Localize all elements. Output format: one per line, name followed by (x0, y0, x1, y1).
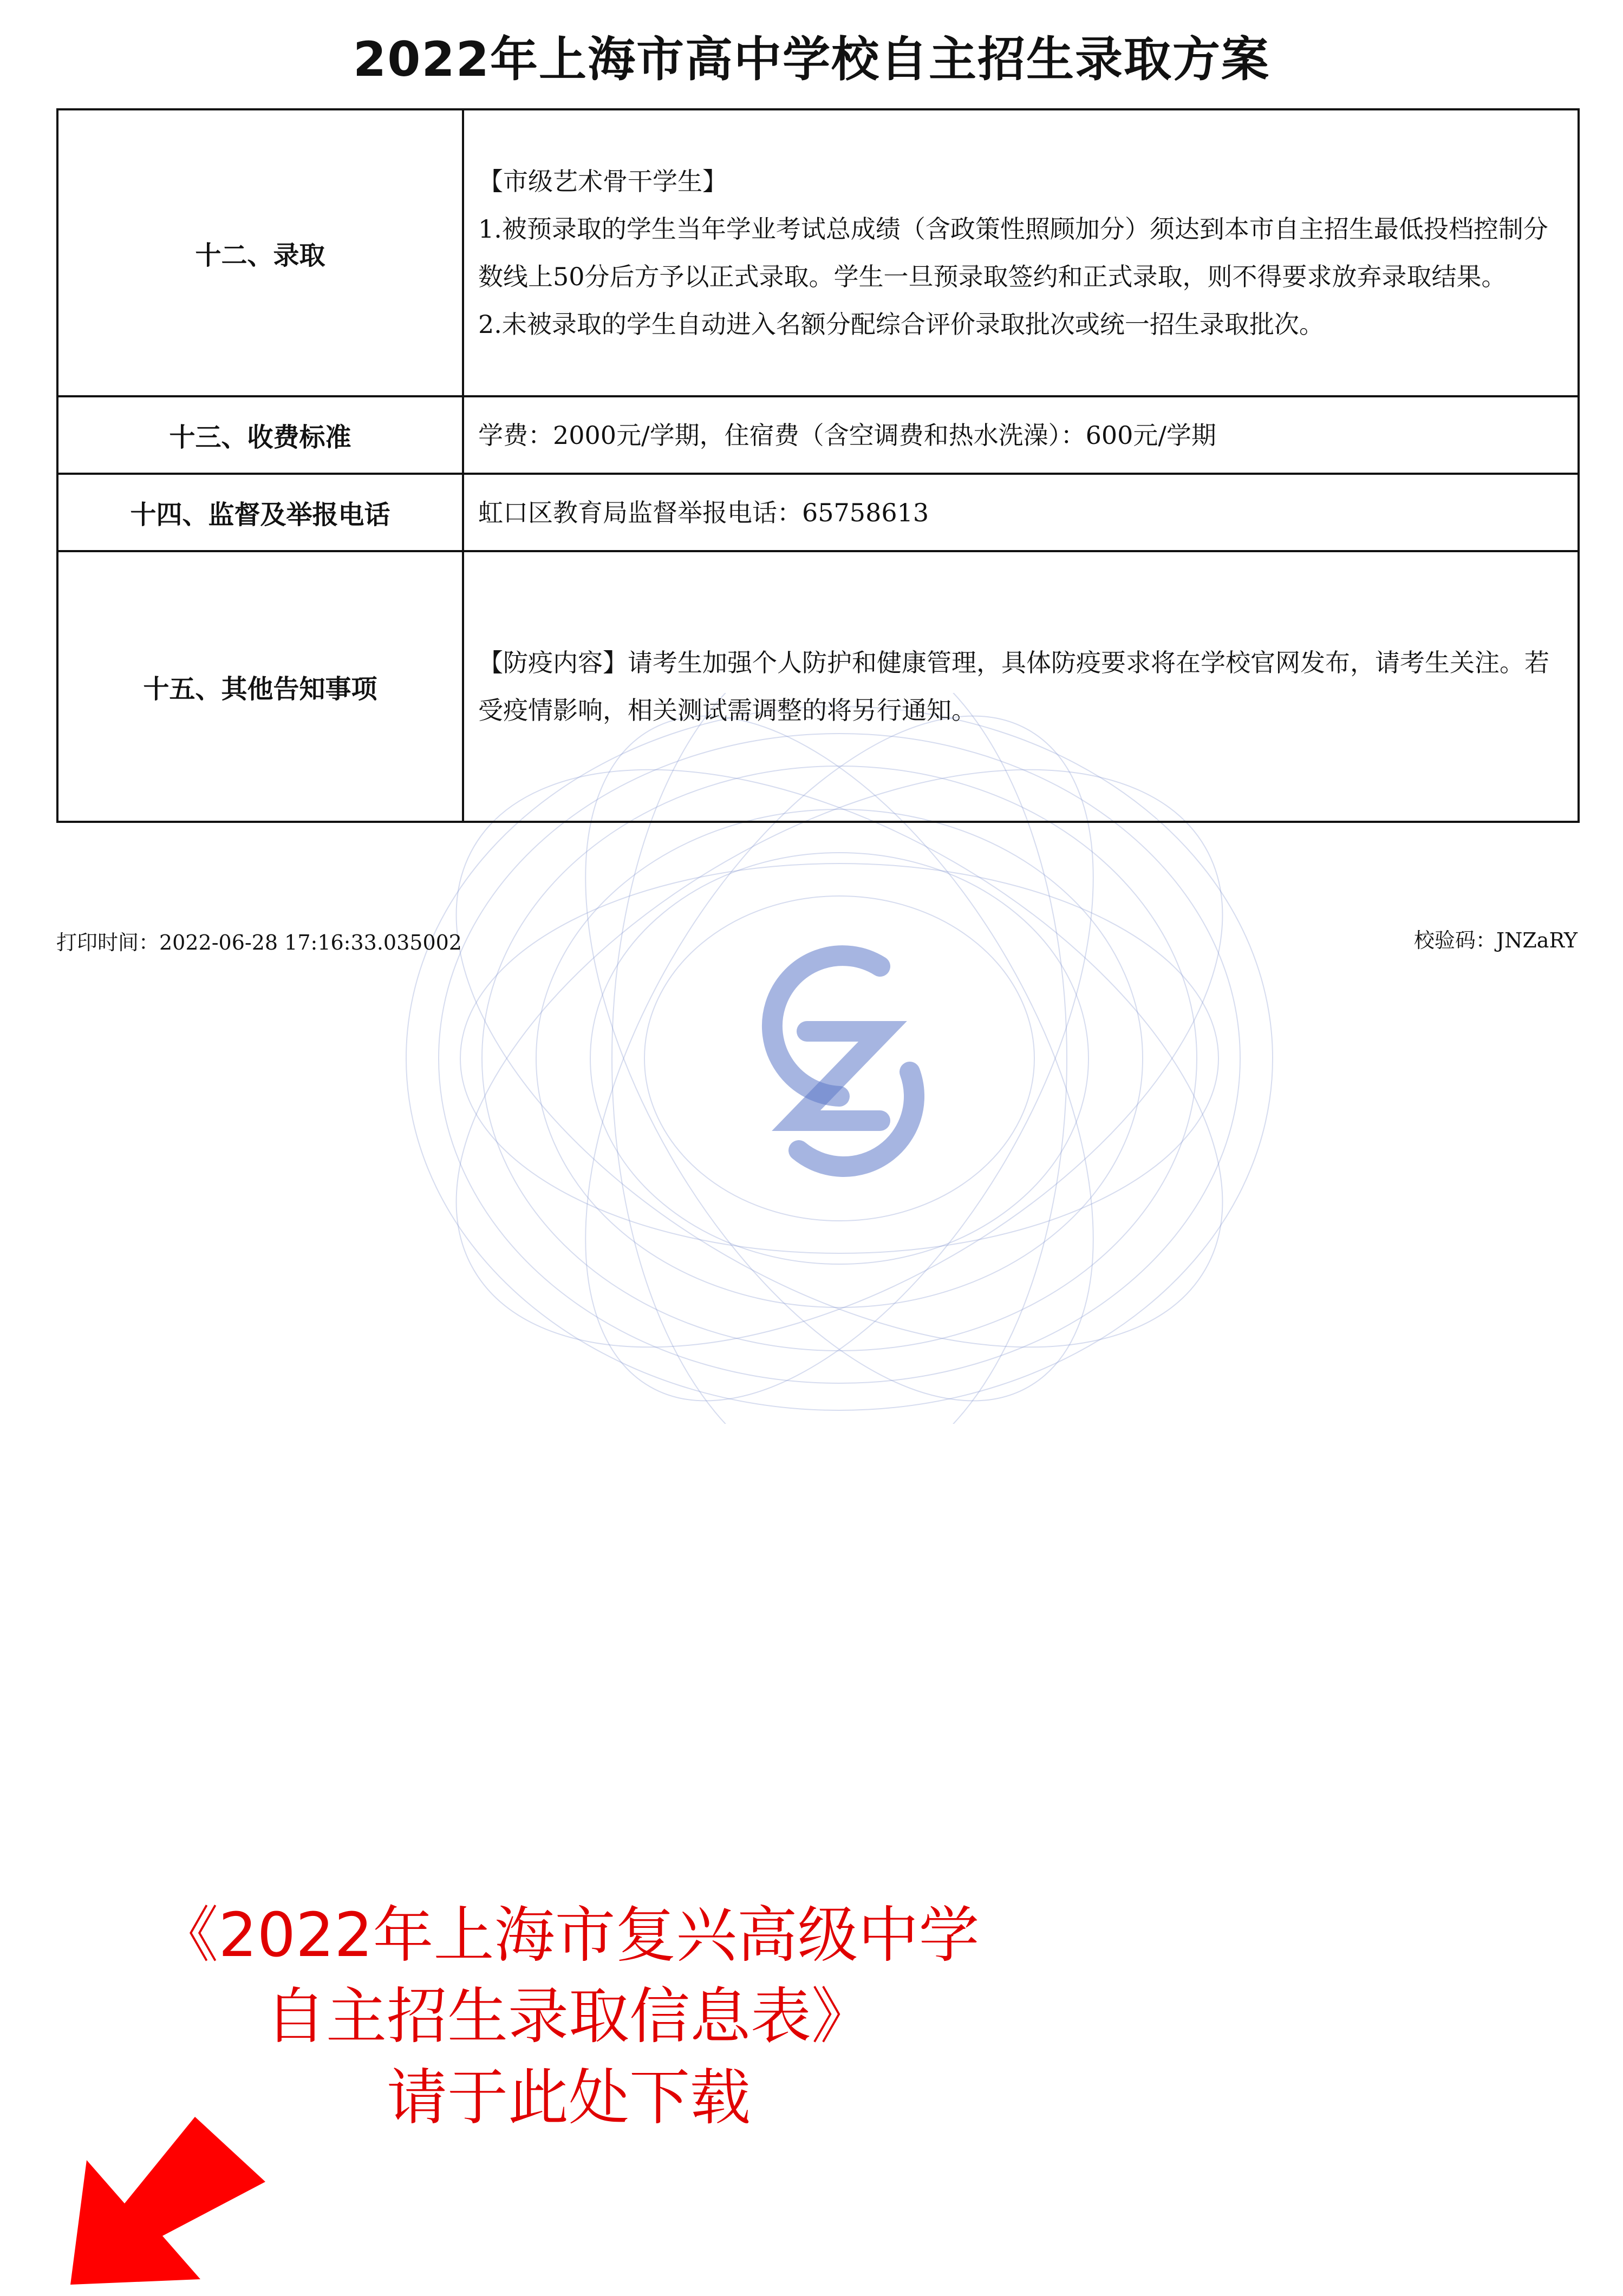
admission-plan-table (56, 108, 1580, 823)
check-code: 校验码：JNZaRY (1413, 928, 1578, 952)
row-content (463, 551, 1579, 822)
content-line: 【防疫内容】请考生加强个人防护和健康管理，具体防疫要求将在学校官网发布，请考生关注。若受疫情影响，相关测试需调整的将另行通知。 (478, 648, 1549, 725)
content-line: 【市级艺术骨干学生】 (478, 167, 727, 196)
content-line: 1.被预录取的学生当年学业考试总成绩（含政策性照顾加分）须达到本市自主招生最低投档控制分数线上50分后方予以正式录取。学生一旦预录取签约和正式录取，则不得要求放弃录取结果。 (478, 214, 1548, 291)
row-content (463, 396, 1579, 474)
row-label: 十三、收费标准 (57, 396, 463, 474)
print-time: 打印时间：2022-06-28 17:16:33.035002 (56, 931, 462, 954)
row-label: 十二、录取 (57, 109, 463, 396)
table-row (57, 396, 1579, 474)
note-line: 《2022年上海市复兴高级中学 (158, 1900, 980, 1971)
note-line: 自主招生录取信息表》 (265, 1981, 872, 2052)
content-line: 学费：2000元/学期，住宿费（含空调费和热水洗澡）：600元/学期 (478, 420, 1216, 450)
note-line: 请于此处下载 (387, 2063, 751, 2133)
table-row (57, 551, 1579, 822)
content-line: 2.未被录取的学生自动进入名额分配综合评价录取批次或统一招生录取批次。 (478, 310, 1324, 339)
row-label: 十五、其他告知事项 (57, 551, 463, 822)
download-note[interactable] (108, 1895, 1029, 2138)
content-line: 虹口区教育局监督举报电话：65758613 (478, 498, 929, 527)
table-row (57, 109, 1579, 396)
row-content (463, 109, 1579, 396)
row-label: 十四、监督及举报电话 (57, 474, 463, 551)
document-title: 2022年上海市高中学校自主招生录取方案 (353, 31, 1270, 87)
table-row (57, 474, 1579, 551)
row-content (463, 474, 1579, 551)
red-arrow-down-left-icon (54, 2117, 282, 2290)
